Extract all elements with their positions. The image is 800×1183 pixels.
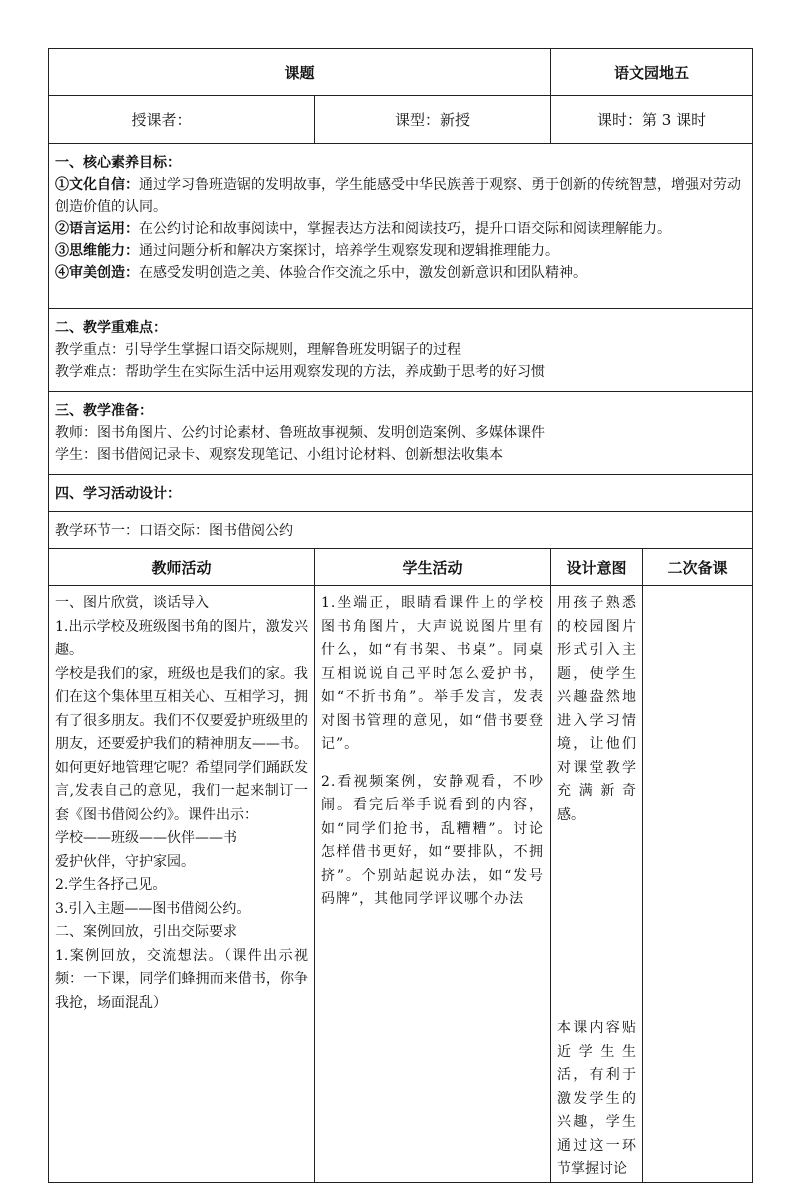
preparation-row: [49, 392, 753, 475]
design-intent-cell: [551, 586, 643, 1183]
goals-heading: 一、核心素养目标：: [55, 155, 181, 171]
preparation-line: 教师：图书角图片、公约讨论素材、鲁班故事视频、发明创造案例、多媒体课件: [55, 425, 545, 441]
lesson-plan-table: [48, 48, 753, 1183]
activity-body-row: [49, 586, 753, 1183]
lesson-type: 课型：新授: [315, 96, 551, 144]
teacher-line: 1.案例回放，交流想法。（课件出示视频：一下课，同学们蜂拥而来借书，你争我抢，场面混乱）: [55, 947, 308, 1011]
goal-text: 通过问题分析和解决方案探讨，培养学生观察发现和逻辑推理能力。: [139, 243, 559, 259]
student-activity-cell: [315, 586, 551, 1183]
second-prep-cell: [643, 586, 753, 1183]
teacher-line: 3.引入主题——图书借阅公约。: [55, 900, 251, 917]
title-value: 语文园地五: [551, 49, 753, 96]
goal-text: 通过学习鲁班造锯的发明故事，学生能感受中华民族善于观察、勇于创新的传统智慧，增强对劳动创造价值的认同。: [55, 177, 741, 215]
goal-text: 在公约讨论和故事阅读中，掌握表达方法和阅读技巧，提升口语交际和阅读理解能力。: [139, 221, 671, 237]
goal-label: ④审美创造：: [55, 265, 139, 281]
goal-label: ③思维能力：: [55, 243, 139, 259]
goal-item: [55, 240, 746, 262]
lesson-plan-page: [48, 48, 752, 1183]
paragraph-gap: [321, 757, 544, 771]
goal-item: [55, 174, 746, 218]
col-second-prep: 二次备课: [643, 549, 753, 586]
activity-heading: 四、学习活动设计：: [49, 475, 753, 512]
difficulty-line: 教学难点：帮助学生在实际生活中运用观察发现的方法，养成勤于思考的好习惯: [55, 364, 545, 380]
activity-heading-row: [49, 475, 753, 512]
student-paragraph: 1.坐端正，眼睛看课件上的学校图书角图片，大声说说图片里有什么，如“有书架、书桌”。同桌互相说说自己平时怎么爱护书，如“不折书角”。举手发言，发表对图书管理的意见，如“借书要登记”。: [321, 595, 545, 752]
teacher-line: 爱护伙伴，守护家园。: [55, 853, 195, 870]
stage-title: 教学环节一：口语交际：图书借阅公约: [49, 512, 753, 549]
goal-label: ①文化自信：: [55, 177, 139, 193]
stage-row: [49, 512, 753, 549]
teacher-line: 一、图片欣赏，谈话导入: [55, 595, 209, 611]
teacher-line: 2.学生各抒己见。: [55, 877, 167, 893]
header-row: [49, 49, 753, 96]
meta-row: [49, 96, 753, 144]
goal-item: [55, 262, 746, 284]
paragraph-gap: [557, 827, 636, 1017]
col-design-intent: 设计意图: [551, 549, 643, 586]
preparation-heading: 三、教学准备：: [55, 403, 153, 419]
goal-label: ②语言运用：: [55, 221, 139, 237]
column-header-row: [49, 549, 753, 586]
preparation-line: 学生：图书借阅记录卡、观察发现笔记、小组讨论材料、创新想法收集本: [55, 447, 503, 463]
intent-paragraph: 本课内容贴近学生生活，有利于激发学生的兴趣，学生通过这一环节掌握讨论: [557, 1020, 637, 1177]
difficulties-section: [49, 309, 753, 392]
difficulty-line: 教学重点：引导学生掌握口语交际规则，理解鲁班发明锯子的过程: [55, 342, 461, 358]
goals-section: [49, 144, 753, 309]
teacher-line: 学校是我们的家，班级也是我们的家。我们在这个集体里互相关心、互相学习，拥有了很多朋友。我们不仅要爱护班级里的朋友，还要爱护我们的精神朋友——书。如何更好地管理它呢？希望同学们踊跃发言,发表自己的意见，我们一起来制订一套《图书借阅公约》。课件出示：: [55, 665, 308, 823]
goal-item: [55, 218, 746, 240]
teacher-field: 授课者：: [49, 96, 315, 144]
teacher-line: 1.出示学校及班级图书角的图片，激发兴趣。: [55, 618, 308, 658]
lesson-period: 课时：第 3 课时: [551, 96, 753, 144]
difficulties-heading: 二、教学重难点：: [55, 320, 167, 336]
goal-text: 在感受发明创造之美、体验合作交流之乐中，激发创新意识和团队精神。: [139, 265, 587, 281]
teacher-activity-cell: [49, 586, 315, 1183]
col-student-activity: 学生活动: [315, 549, 551, 586]
teacher-line: 二、案例回放，引出交际要求: [55, 924, 237, 940]
student-paragraph: 2.看视频案例，安静观看，不吵闹。看完后举手说看到的内容，如“同学们抢书，乱糟糟”。讨论怎样借书更好，如“要排队，不拥挤”。个别站起说办法，如“发号码牌”，其他同学评议哪个办法: [321, 773, 545, 907]
difficulties-row: [49, 309, 753, 392]
col-teacher-activity: 教师活动: [49, 549, 315, 586]
teacher-line: 学校——班级——伙伴——书: [55, 830, 237, 846]
title-label: 课题: [49, 49, 551, 96]
preparation-section: [49, 392, 753, 475]
goals-row: [49, 144, 753, 309]
intent-paragraph: 用孩子熟悉的校园图片形式引入主题，使学生兴趣盎然地进入学习情境，让他们对课堂教学充满新奇感。: [557, 595, 637, 823]
